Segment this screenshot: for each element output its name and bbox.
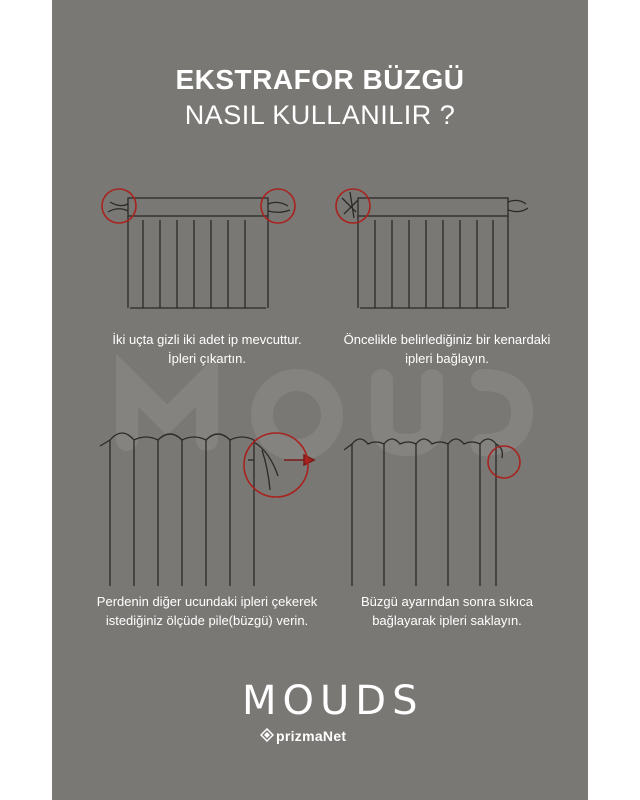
step-3-caption bbox=[82, 592, 332, 630]
step-2-line-1: Öncelikle belirlediğiniz bir kenardaki bbox=[343, 332, 551, 347]
step-2-caption bbox=[322, 330, 572, 368]
page-subtitle: NASIL KULLANILIR ? bbox=[184, 100, 456, 130]
instruction-card bbox=[52, 0, 588, 800]
page-title: EKSTRAFOR BÜZGÜ bbox=[175, 64, 465, 95]
logo-brand-text: MOUDS bbox=[242, 678, 424, 724]
step-3-illustration bbox=[92, 420, 322, 592]
highlight-circle-right bbox=[488, 446, 520, 478]
step-2-illustration bbox=[328, 178, 538, 318]
prizma-icon bbox=[260, 728, 274, 742]
step-1-line-2: İpleri çıkartın. bbox=[167, 351, 247, 366]
step-4-line-1: Büzgü ayarından sonra sıkıca bbox=[361, 594, 533, 609]
step-1-line-1: İki uçta gizli iki adet ip mevcuttur. bbox=[112, 332, 302, 347]
brand-logo bbox=[242, 678, 424, 758]
step-1-caption bbox=[82, 330, 332, 368]
step-3-line-2: istediğiniz ölçüde pile(büzgü) verin. bbox=[105, 613, 309, 628]
highlight-circle-right bbox=[261, 189, 295, 223]
step-4-illustration bbox=[328, 420, 538, 592]
step-3-line-1: Perdenin diğer ucundaki ipleri çekerek bbox=[96, 594, 318, 609]
logo-subbrand-text: prizmaNet bbox=[276, 728, 347, 744]
step-1-illustration bbox=[98, 178, 308, 318]
step-4-line-2: bağlayarak ipleri saklayın. bbox=[372, 613, 522, 628]
step-4-caption bbox=[322, 592, 572, 630]
highlight-circle-left bbox=[336, 189, 370, 223]
step-2-line-2: ipleri bağlayın. bbox=[405, 351, 489, 366]
